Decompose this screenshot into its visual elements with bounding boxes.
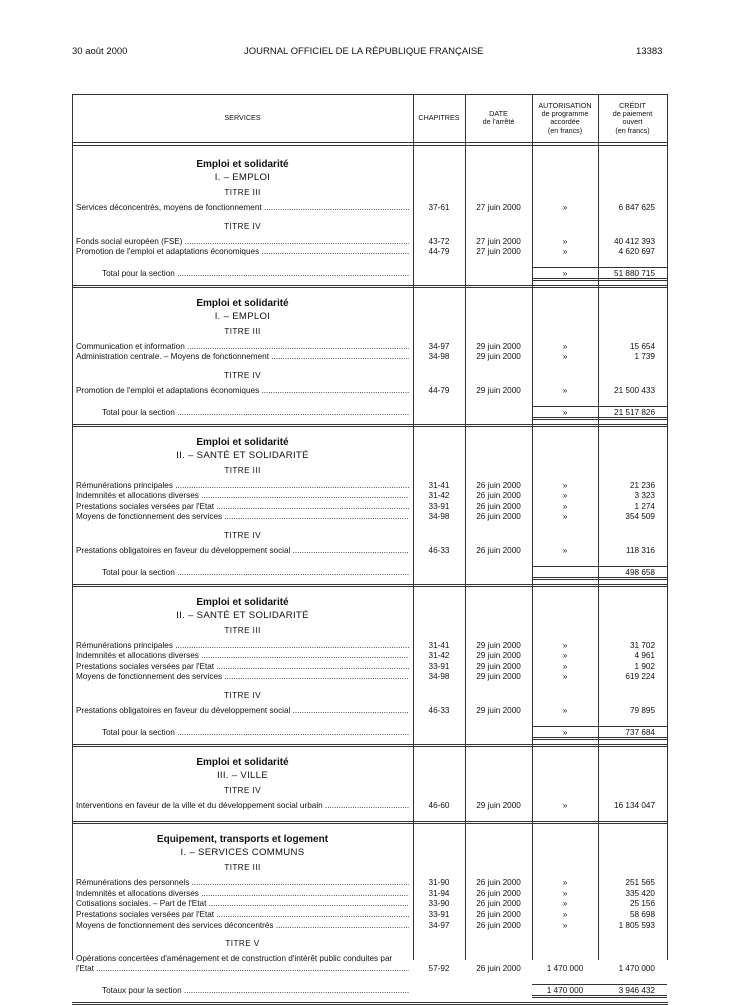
section-total-autorisation: » xyxy=(562,268,568,278)
col-date-label: de l'arrêté xyxy=(482,117,515,127)
col-date-header xyxy=(465,110,532,126)
journal-title: JOURNAL OFFICIEL DE LA RÉPUBLIQUE FRANÇAISE xyxy=(244,46,484,57)
row-date: 27 juin 2000 xyxy=(476,247,521,257)
col-credit-label: ouvert xyxy=(622,117,643,127)
row-chapitre: 57-92 xyxy=(428,964,450,974)
table-header-rule-2 xyxy=(72,145,668,146)
section-ministry: Emploi et solidarité xyxy=(196,159,289,170)
row-chapitre: 34-98 xyxy=(428,352,450,362)
credits-table xyxy=(72,94,668,995)
row-chapitre: 44-79 xyxy=(428,386,450,395)
row-date: 29 juin 2000 xyxy=(476,706,521,715)
col-rule xyxy=(532,94,533,960)
row-chapitre: 46-33 xyxy=(428,706,450,715)
section-total-credit: 498 658 xyxy=(625,567,655,577)
col-rule xyxy=(413,94,414,960)
section-ministry: Emploi et solidarité xyxy=(196,756,289,768)
row-credit: 118 316 xyxy=(626,546,655,555)
row-label: Prestations obligatoires en faveur du développement social ..... xyxy=(76,546,409,556)
section-total-label: Total pour la section ..... xyxy=(102,568,409,578)
row-label: Cotisations sociales. – Part de l'Etat ..... xyxy=(76,899,409,909)
col-credit-label: de paiement xyxy=(612,109,653,119)
row-chapitre: 33-91 xyxy=(428,910,450,919)
row-credit: 335 420 xyxy=(625,888,655,898)
section-separator xyxy=(72,426,668,427)
row-chapitre: 46-33 xyxy=(428,546,450,555)
row-label: Moyens de fonctionnement des services déconcentrés ..... xyxy=(76,921,409,931)
row-label: Moyens de fonctionnement des services ..... xyxy=(76,672,409,682)
row-autorisation: » xyxy=(562,910,568,919)
col-autorisation-label: accordée xyxy=(550,117,580,127)
section-total-label: Totaux pour la section ..... xyxy=(102,986,409,996)
section-separator xyxy=(72,287,668,288)
col-chapitres-header xyxy=(413,114,465,122)
section-separator xyxy=(72,285,668,286)
row-credit: 619 224 xyxy=(625,672,655,682)
section-total-autorisation: » xyxy=(562,407,568,417)
row-date: 26 juin 2000 xyxy=(476,480,521,490)
col-rule xyxy=(667,94,668,960)
row-chapitre: 33-91 xyxy=(428,661,450,671)
row-autorisation: 1 470 000 xyxy=(546,964,584,974)
row-date: 26 juin 2000 xyxy=(476,910,521,919)
titre-heading: TITRE IV xyxy=(224,371,261,380)
titre-heading: TITRE III xyxy=(224,465,261,475)
row-date: 29 juin 2000 xyxy=(476,341,521,351)
section-total-credit: 51 880 715 xyxy=(614,268,655,278)
table-top-rule xyxy=(72,94,668,95)
row-chapitre: 34-98 xyxy=(428,512,450,522)
row-autorisation: » xyxy=(562,899,568,909)
section-subtitle: I. – EMPLOI xyxy=(214,172,271,183)
row-credit: 79 895 xyxy=(629,706,655,715)
row-date: 26 juin 2000 xyxy=(476,512,521,522)
row-credit: 354 509 xyxy=(625,512,655,522)
row-date: 26 juin 2000 xyxy=(476,899,521,909)
row-autorisation: » xyxy=(562,247,568,257)
section-separator xyxy=(72,1002,668,1003)
row-chapitre: 34-97 xyxy=(428,341,450,351)
row-date: 26 juin 2000 xyxy=(476,920,521,930)
row-autorisation: » xyxy=(562,672,568,682)
row-label: Prestations sociales versées par l'Etat ..... xyxy=(76,910,409,920)
section-total-credit: 3 946 432 xyxy=(618,985,655,995)
row-autorisation: » xyxy=(562,480,568,490)
row-date: 29 juin 2000 xyxy=(476,661,521,671)
row-autorisation: » xyxy=(562,352,568,362)
row-autorisation: » xyxy=(562,491,568,501)
row-date: 26 juin 2000 xyxy=(476,888,521,898)
row-date: 29 juin 2000 xyxy=(476,672,521,682)
col-date-label: DATE xyxy=(489,109,508,118)
section-ministry: Emploi et solidarité xyxy=(196,436,289,448)
row-autorisation: » xyxy=(562,888,568,898)
row-label: Opérations concertées d'aménagement et de construction d'intérêt public conduites par xyxy=(76,954,393,964)
row-autorisation: » xyxy=(562,512,568,522)
col-autorisation-header xyxy=(532,102,598,135)
section-separator xyxy=(72,424,668,425)
section-ministry: Emploi et solidarité xyxy=(196,596,289,608)
row-date: 27 juin 2000 xyxy=(476,236,521,246)
row-date: 27 juin 2000 xyxy=(476,203,521,212)
row-label: Administration centrale. – Moyens de fonctionnement ..... xyxy=(76,352,409,362)
page-date: 30 août 2000 xyxy=(72,46,128,57)
section-separator xyxy=(72,744,668,745)
row-date: 26 juin 2000 xyxy=(476,964,521,974)
col-rule xyxy=(598,94,599,960)
titre-heading: TITRE IV xyxy=(224,691,261,700)
col-credit-label: (en francs) xyxy=(615,125,650,135)
row-chapitre: 43-72 xyxy=(428,236,450,246)
row-label: Fonds social européen (FSE) ..... xyxy=(76,237,409,247)
row-date: 26 juin 2000 xyxy=(476,501,521,511)
row-credit: 1 805 593 xyxy=(618,920,655,930)
row-date: 29 juin 2000 xyxy=(476,352,521,362)
row-date: 29 juin 2000 xyxy=(476,800,521,810)
row-label-cont: l'Etat ..... xyxy=(76,964,409,974)
titre-heading: TITRE III xyxy=(224,326,261,336)
row-autorisation: » xyxy=(562,236,568,246)
row-date: 29 juin 2000 xyxy=(476,386,521,395)
row-autorisation: » xyxy=(562,661,568,671)
titre-heading: TITRE IV xyxy=(224,531,261,540)
row-credit: 16 134 047 xyxy=(614,800,655,810)
row-chapitre: 46-60 xyxy=(428,800,450,810)
row-autorisation: » xyxy=(562,651,568,661)
row-label: Rémunérations principales ..... xyxy=(76,641,409,651)
col-autorisation-label: (en francs) xyxy=(547,125,583,135)
row-credit: 15 654 xyxy=(629,341,655,351)
section-separator xyxy=(72,584,668,585)
section-total-label: Total pour la section ..... xyxy=(102,269,409,279)
col-autorisation-label: AUTORISATION xyxy=(538,101,592,110)
section-total-label: Total pour la section ..... xyxy=(102,408,409,418)
row-credit: 21 500 433 xyxy=(614,386,655,395)
section-ministry: Equipement, transports et logement xyxy=(156,834,329,846)
row-credit: 1 274 xyxy=(634,501,655,511)
row-credit: 251 565 xyxy=(625,878,655,888)
row-label: Promotion de l'emploi et adaptations économiques ..... xyxy=(76,386,409,396)
row-chapitre: 33-90 xyxy=(428,899,450,909)
table-header-rule xyxy=(72,142,668,143)
section-subtitle: II. – SANTÉ ET SOLIDARITÉ xyxy=(176,609,309,621)
section-separator xyxy=(72,586,668,587)
row-autorisation: » xyxy=(562,386,568,395)
row-credit: 25 156 xyxy=(629,899,655,909)
section-subtitle: II. – SANTÉ ET SOLIDARITÉ xyxy=(176,449,309,461)
row-autorisation: » xyxy=(562,501,568,511)
row-label: Promotion de l'emploi et adaptations économiques ..... xyxy=(76,247,409,257)
row-credit: 31 702 xyxy=(629,640,655,650)
titre-heading: TITRE IV xyxy=(224,221,261,231)
section-total-autorisation: 1 470 000 xyxy=(546,985,584,995)
row-label: Prestations sociales versées par l'Etat ..... xyxy=(76,502,409,512)
section-separator xyxy=(72,821,668,822)
row-chapitre: 31-42 xyxy=(428,491,450,501)
row-label: Rémunérations principales ..... xyxy=(76,481,409,491)
row-credit: 4 620 697 xyxy=(618,247,655,257)
page-number: 13383 xyxy=(636,46,663,57)
row-autorisation: » xyxy=(562,203,568,212)
section-total-credit: 737 684 xyxy=(625,727,655,737)
titre-heading: TITRE IV xyxy=(224,785,261,795)
col-rule xyxy=(465,94,466,960)
row-chapitre: 34-97 xyxy=(428,920,450,930)
titre-heading: TITRE III xyxy=(224,863,261,873)
row-label: Prestations obligatoires en faveur du développement social ..... xyxy=(76,706,409,716)
row-label: Prestations sociales versées par l'Etat ..... xyxy=(76,662,409,672)
row-date: 26 juin 2000 xyxy=(476,878,521,888)
row-label: Rémunérations des personnels ..... xyxy=(76,878,409,888)
titre-heading: TITRE III xyxy=(224,188,261,197)
col-credit-label: CRÉDIT xyxy=(619,101,646,110)
row-chapitre: 44-79 xyxy=(428,247,450,257)
section-total-autorisation: » xyxy=(562,727,568,737)
row-label: Moyens de fonctionnement des services ..... xyxy=(76,512,409,522)
row-credit: 58 698 xyxy=(629,910,655,919)
row-autorisation: » xyxy=(562,341,568,351)
row-label: Services déconcentrés, moyens de fonctionnement ..... xyxy=(76,203,409,213)
row-chapitre: 33-91 xyxy=(428,501,450,511)
row-credit: 1 470 000 xyxy=(618,964,655,974)
row-autorisation: » xyxy=(562,800,568,810)
section-separator xyxy=(72,746,668,747)
row-label: Indemnités et allocations diverses ..... xyxy=(76,889,409,899)
section-total-label: Total pour la section ..... xyxy=(102,728,409,738)
section-subtitle: III. – VILLE xyxy=(216,769,269,781)
titre-heading: TITRE V xyxy=(225,939,260,949)
col-credit-header xyxy=(598,102,667,135)
col-services-header xyxy=(72,114,413,122)
row-label: Indemnités et allocations diverses ..... xyxy=(76,651,409,661)
section-separator xyxy=(72,823,668,824)
row-credit: 40 412 393 xyxy=(614,236,655,246)
row-label: Interventions en faveur de la ville et du développement social urbain ..... xyxy=(76,801,409,811)
row-credit: 1 739 xyxy=(634,352,655,362)
section-ministry: Emploi et solidarité xyxy=(196,297,289,309)
row-date: 26 juin 2000 xyxy=(476,546,521,555)
row-credit: 6 847 625 xyxy=(618,203,655,212)
row-date: 29 juin 2000 xyxy=(476,640,521,650)
row-label: Communication et information ..... xyxy=(76,342,409,352)
col-autorisation-label: de programme xyxy=(541,109,589,119)
row-autorisation: » xyxy=(562,878,568,888)
row-date: 26 juin 2000 xyxy=(476,491,521,501)
col-chapitres-label: CHAPITRES xyxy=(418,113,460,122)
row-credit: 3 323 xyxy=(634,491,655,501)
row-chapitre: 31-41 xyxy=(428,480,450,490)
row-chapitre: 31-41 xyxy=(428,640,450,650)
row-autorisation: » xyxy=(562,706,568,715)
row-chapitre: 34-98 xyxy=(428,672,450,682)
row-chapitre: 31-42 xyxy=(428,651,450,661)
row-chapitre: 31-94 xyxy=(428,888,450,898)
row-chapitre: 37-61 xyxy=(428,203,450,212)
row-credit: 4 961 xyxy=(634,651,655,661)
row-autorisation: » xyxy=(562,640,568,650)
row-label: Indemnités et allocations diverses ..... xyxy=(76,491,409,501)
row-chapitre: 31-90 xyxy=(428,878,450,888)
section-subtitle: I. – EMPLOI xyxy=(214,310,271,322)
row-credit: 1 902 xyxy=(634,661,655,671)
row-autorisation: » xyxy=(562,546,568,555)
row-credit: 21 236 xyxy=(629,480,655,490)
section-subtitle: I. – SERVICES COMMUNS xyxy=(180,847,305,859)
col-services-label: SERVICES xyxy=(224,113,261,122)
section-total-credit: 21 517 826 xyxy=(614,407,655,417)
row-autorisation: » xyxy=(562,920,568,930)
titre-heading: TITRE III xyxy=(224,625,261,635)
row-date: 29 juin 2000 xyxy=(476,651,521,661)
